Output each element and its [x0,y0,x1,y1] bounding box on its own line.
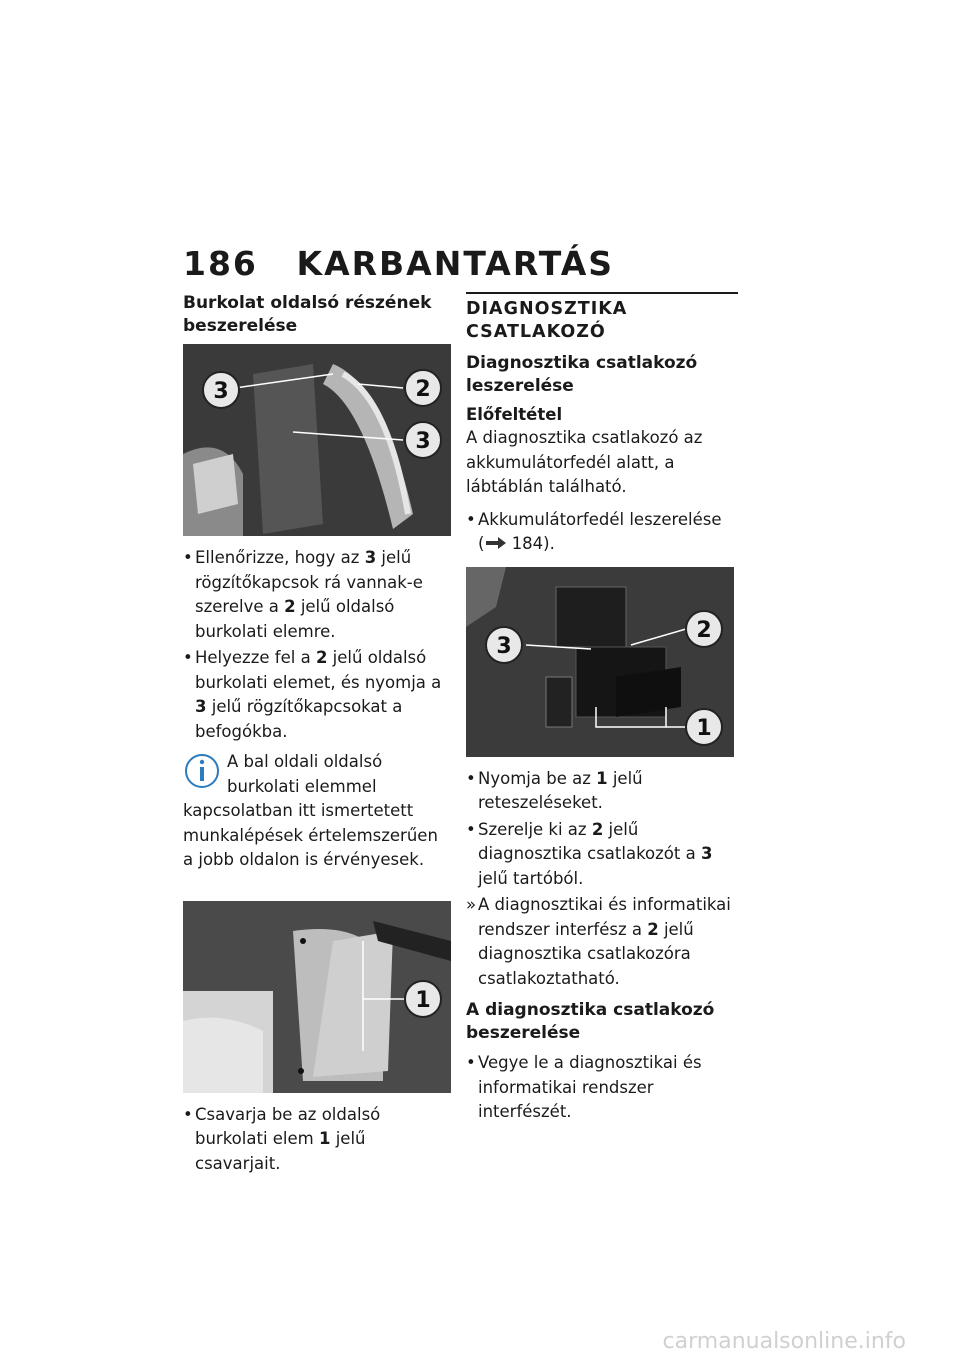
result-interface: » A diagnosztikai és informatikai rendszer interfész a 2 jelű diagnosztika csatlakozóra csatlakoztatható. [466,895,731,988]
step-check-clips: • Ellenőrizze, hogy az 3 jelű rögzítőkapcsok rá vannak-e szerelve a 2 jelű oldalsó burkolati elemre. [183,548,423,641]
diagnostic-connector-photo [466,567,734,757]
side-panel-photo [183,344,451,536]
info-icon [183,752,221,790]
page-header [183,244,614,283]
step-remove-connector: • Szerelje ki az 2 jelű diagnosztika csatlakozót a 3 jelű tartóból. [466,819,713,888]
callout-2: 2 [415,377,431,402]
install-heading: A diagnosztika csatlakozó beszerelése [466,1000,715,1043]
left-column [183,292,451,1178]
page-number: 186 [183,244,258,283]
chapter-title: KARBANTARTÁS [296,244,615,283]
callout-3a: 3 [213,379,229,404]
step-remove-battery-cover: • Akkumulátorfedél leszerelése ( 184). [466,509,722,553]
right-column [466,292,738,1127]
panel-screws-photo [183,901,451,1093]
callout-1: 1 [415,987,431,1013]
step-screw-in: • Csavarja be az oldalsó burkolati elem 1 jelű csavarjait. [183,1104,381,1173]
page-reference[interactable]: 184). [511,534,555,553]
page-reference-arrow-icon [484,537,506,549]
info-note: A bal oldali oldalsó burkolati elemmel kapcsolatban itt ismertetett munkalépések értelemszerűen a jobb oldalon is érvényesek. [183,752,438,869]
footer-watermark: carmanualsonline.info [662,1329,906,1354]
section-title: DIAGNOSZTIKA CSATLAKOZÓ [466,292,738,344]
callout-1: 1 [696,715,712,741]
step-remove-interface: • Vegye le a diagnosztikai és informatikai rendszer interfészét. [466,1053,702,1121]
removal-heading: Diagnosztika csatlakozó leszerelése [466,353,698,396]
prerequisite-text: A diagnosztika csatlakozó az akkumulátorfedél alatt, a lábtáblán található. [466,428,703,496]
callout-3b: 3 [415,429,431,454]
callout-3: 3 [496,633,512,659]
step-press-latches: • Nyomja be az 1 jelű reteszeléseket. [466,768,643,812]
side-panel-install-heading: Burkolat oldalsó részének beszerelése [183,293,432,336]
step-fit-panel: • Helyezze fel a 2 jelű oldalsó burkolati elemet, és nyomja a 3 jelű rögzítőkapcsokat a befogókba. [183,648,442,741]
callout-2: 2 [696,617,712,643]
prerequisite-label: Előfeltétel [466,405,563,424]
